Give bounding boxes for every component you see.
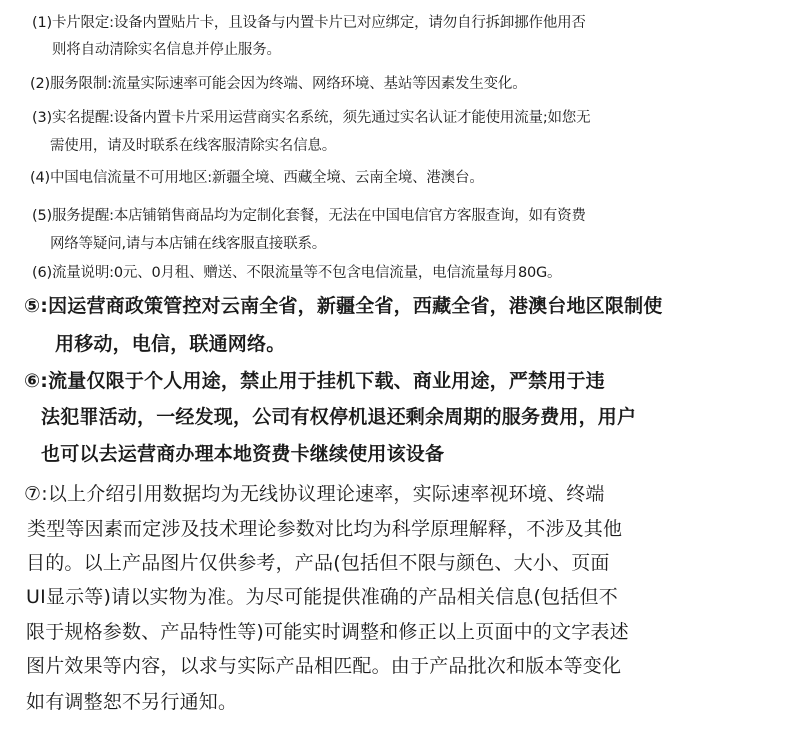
note-5-line-2: 网络等疑问,请与本店铺在线客服直接联系。 xyxy=(50,236,327,252)
bold-note-6-line-1: ⑥:流量仅限于个人用途，禁止用于挂机下载、商业用途，严禁用于违 xyxy=(24,370,605,392)
disclaimer-line-1: ⑦:以上介绍引用数据均为无线协议理论速率，实际速率视环境、终端 xyxy=(24,483,605,505)
bold-note-5-line-2: 用移动，电信，联通网络。 xyxy=(55,333,286,355)
note-3-line-1: (3)实名提醒:设备内置卡片采用运营商实名系统，须先通过实名认证才能使用流量;如您无 xyxy=(32,110,591,126)
disclaimer-line-3: 目的。以上产品图片仅供参考，产品(包括但不限与颜色、大小、页面 xyxy=(26,552,610,574)
bold-note-5-line-1: ⑤:因运营商政策管控对云南全省，新疆全省，西藏全省，港澳台地区限制使 xyxy=(24,295,663,317)
bold-note-6-line-3: 也可以去运营商办理本地资费卡继续使用该设备 xyxy=(41,443,445,465)
note-3-line-2: 需使用，请及时联系在线客服清除实名信息。 xyxy=(50,138,336,154)
note-5-line-1: (5)服务提醒:本店铺销售商品均为定制化套餐，无法在中国电信官方客服查询，如有资费 xyxy=(32,208,586,224)
disclaimer-line-6: 图片效果等内容，以求与实际产品相匹配。由于产品批次和版本等变化 xyxy=(26,655,622,677)
note-1-line-1: (1)卡片限定:设备内置贴片卡，且设备与内置卡片已对应绑定，请勿自行拆卸挪作他用否 xyxy=(32,15,586,31)
bold-note-6-line-2: 法犯罪活动，一经发现，公司有权停机退还剩余周期的服务费用，用户 xyxy=(41,406,637,428)
disclaimer-line-7: 如有调整恕不另行通知。 xyxy=(26,691,238,713)
disclaimer-line-2: 类型等因素而定涉及技术理论参数对比均为科学原理解释，不涉及其他 xyxy=(27,518,623,540)
note-2: (2)服务限制:流量实际速率可能会因为终端、网络环境、基站等因素发生变化。 xyxy=(30,76,527,92)
note-6: (6)流量说明:0元、0月租、赠送、不限流量等不包含电信流量，电信流量每月80G。 xyxy=(32,265,562,281)
disclaimer-line-5: 限于规格参数、产品特性等)可能实时调整和修正以上页面中的文字表述 xyxy=(26,621,629,643)
note-4: (4)中国电信流量不可用地区:新疆全境、西藏全境、云南全境、港澳台。 xyxy=(30,170,484,186)
note-1-line-2: 则将自动清除实名信息并停止服务。 xyxy=(52,42,281,58)
disclaimer-line-4: UI显示等)请以实物为准。为尽可能提供准确的产品相关信息(包括但不 xyxy=(26,586,618,608)
